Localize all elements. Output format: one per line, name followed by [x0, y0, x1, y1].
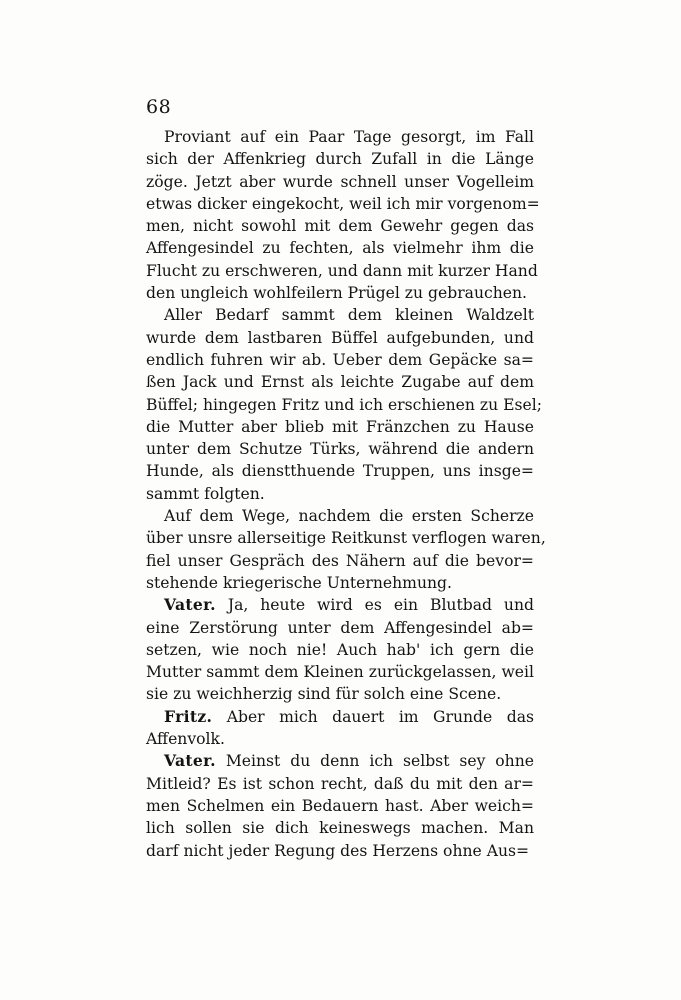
text-line: [146, 460, 534, 482]
line-text: Auf dem Wege, nachdem die ersten Scherze: [164, 507, 534, 526]
line-text: Aber mich dauert im Grunde das: [226, 707, 534, 726]
text-line: [146, 527, 546, 549]
line-text: men Schelmen ein Bedauern hast. Aber weich=: [146, 796, 534, 815]
line-text: sich der Affenkrieg durch Zufall in die Länge: [146, 150, 534, 169]
line-text: unter dem Schutze Türks, während die andern: [146, 440, 534, 459]
text-line: [146, 394, 542, 416]
line-text: Affengesindel zu fechten, als vielmehr ihm die: [146, 239, 534, 258]
line-text: eine Zerstörung unter dem Affengesindel ab=: [146, 618, 534, 637]
paragraph: [146, 126, 540, 304]
line-text: Büffel; hingegen Fritz und ich erschienen zu Esel;: [146, 395, 542, 414]
text-line: [146, 840, 534, 862]
text-line: [146, 193, 540, 215]
paragraph: [146, 594, 534, 705]
line-text: Flucht zu erschweren, und dann mit kurzer Hand: [146, 261, 538, 280]
page-body-text: [146, 126, 546, 862]
line-text: endlich fuhren wir ab. Ueber dem Gepäcke sa=: [146, 350, 534, 369]
text-line: [146, 639, 534, 661]
text-line: [146, 304, 534, 326]
line-text: lich sollen sie dich keineswegs machen. Man: [146, 819, 534, 838]
text-line: [146, 237, 534, 259]
text-line: [146, 572, 534, 594]
text-line: [146, 215, 534, 237]
text-line: [146, 371, 534, 393]
line-text: sammt folgten.: [146, 484, 265, 503]
text-line: [146, 438, 534, 460]
line-text: darf nicht jeder Regung des Herzens ohne Aus=: [146, 841, 530, 860]
text-line: [146, 817, 534, 839]
line-text: fiel unser Gespräch des Nähern auf die bevor=: [146, 551, 534, 570]
text-line: [146, 617, 534, 639]
text-line: [146, 683, 534, 705]
speaker-name: Vater.: [164, 751, 216, 771]
line-text: wurde dem lastbaren Büffel aufgebunden, und: [146, 328, 534, 347]
line-text: ßen Jack und Ernst als leichte Zugabe auf dem: [146, 373, 534, 392]
line-text: men, nicht sowohl mit dem Gewehr gegen das: [146, 217, 534, 236]
text-line: [146, 349, 534, 371]
line-text: sie zu weichherzig sind für solch eine Scene.: [146, 685, 502, 704]
line-text: über unsre allerseitige Reitkunst verflogen waren,: [146, 529, 546, 548]
speaker-name: Fritz.: [164, 706, 213, 726]
line-text: den ungleich wohlfeilern Prügel zu gebrauchen.: [146, 284, 527, 303]
text-line: [146, 773, 534, 795]
line-text: Aller Bedarf sammt dem kleinen Waldzelt: [164, 306, 534, 325]
text-line: [146, 661, 534, 683]
text-line: [146, 483, 534, 505]
line-text: setzen, wie noch nie! Auch hab' ich gern die: [146, 640, 534, 659]
text-line: [146, 795, 534, 817]
line-text: Mutter sammt dem Kleinen zurückgelassen, weil: [146, 663, 534, 682]
line-text: stehende kriegerische Unternehmung.: [146, 573, 452, 592]
paragraph: [146, 304, 542, 505]
line-text: Ja, heute wird es ein Blutbad und: [227, 596, 534, 615]
text-line: [146, 594, 534, 616]
paragraph: [146, 706, 534, 751]
text-line: [146, 550, 534, 572]
line-text: zöge. Jetzt aber wurde schnell unser Vogelleim: [146, 172, 534, 191]
text-line: [146, 148, 534, 170]
page-number: 68: [146, 96, 172, 118]
text-line: [146, 706, 534, 728]
line-text: Mitleid? Es ist schon recht, daß du mit den ar=: [146, 774, 534, 793]
text-line: [146, 750, 534, 772]
text-line: [146, 505, 534, 527]
text-line: [146, 282, 534, 304]
text-line: [146, 171, 534, 193]
text-line: [146, 260, 538, 282]
line-text: etwas dicker eingekocht, weil ich mir vorgenom=: [146, 194, 540, 213]
line-text: Proviant auf ein Paar Tage gesorgt, im Fall: [164, 128, 534, 146]
line-text: die Mutter aber blieb mit Fränzchen zu Hause: [146, 417, 534, 436]
paragraph: [146, 505, 546, 594]
paragraph: [146, 750, 534, 861]
text-line: [146, 327, 534, 349]
line-text: Affenvolk.: [146, 730, 225, 749]
text-line: [146, 416, 534, 438]
text-line: [146, 126, 534, 148]
speaker-name: Vater.: [164, 595, 216, 615]
line-text: Hunde, als dienstthuende Truppen, uns insge=: [146, 462, 534, 481]
line-text: Meinst du denn ich selbst sey ohne: [225, 752, 534, 771]
text-line: [146, 728, 534, 750]
